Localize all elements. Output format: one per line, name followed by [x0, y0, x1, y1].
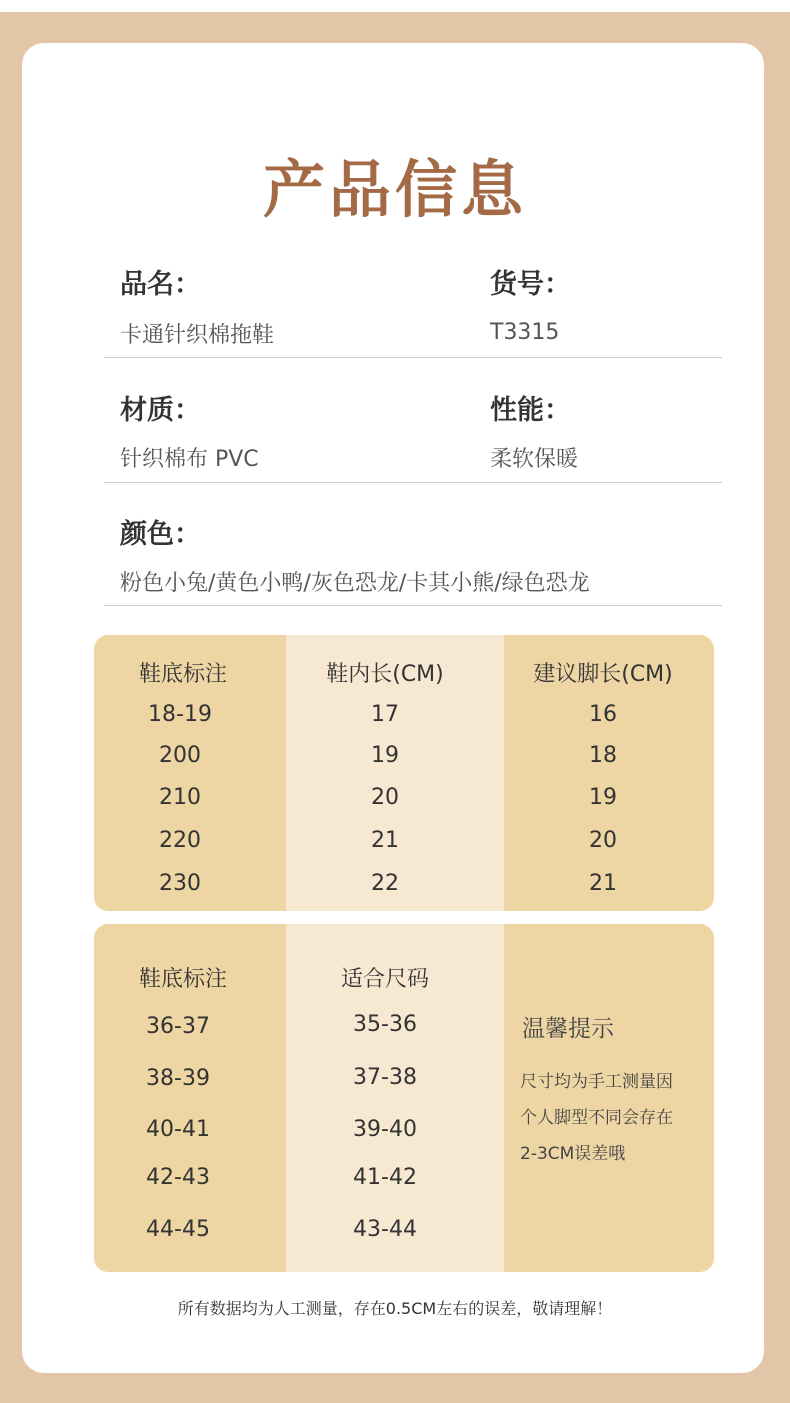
- table-cell: 20: [371, 785, 399, 810]
- color-label: 颜色：: [120, 519, 201, 550]
- page-title: 产品信息: [262, 153, 527, 226]
- table-cell: 230: [159, 871, 201, 896]
- tip-line: 个人脚型不同会存在: [520, 1108, 673, 1128]
- tip-line: 尺寸均为手工测量因: [520, 1072, 673, 1092]
- divider: [104, 482, 722, 483]
- table-header: 鞋底标注: [138, 967, 227, 992]
- table-cell: 42-43: [146, 1165, 210, 1190]
- table-cell: 21: [589, 871, 617, 896]
- table-cell: 38-39: [146, 1066, 210, 1091]
- table-header: 建议脚长(CM): [533, 662, 673, 687]
- feature-label: 性能：: [490, 395, 571, 426]
- table-header: 适合尺码: [340, 967, 429, 992]
- sku-label: 货号：: [490, 269, 571, 300]
- name-value: 卡通针织棉拖鞋: [120, 323, 275, 348]
- table-cell: 43-44: [353, 1217, 417, 1242]
- sku-value: T3315: [490, 320, 560, 345]
- table-cell: 41-42: [353, 1165, 417, 1190]
- table-cell: 36-37: [146, 1014, 210, 1039]
- table-cell: 39-40: [353, 1117, 417, 1142]
- divider: [104, 605, 722, 606]
- table-cell: 20: [589, 828, 617, 853]
- table-cell: 21: [371, 828, 399, 853]
- tip-line: 2-3CM误差哦: [520, 1144, 626, 1164]
- tip-text: [520, 1064, 705, 1172]
- table-cell: 37-38: [353, 1065, 417, 1090]
- table-cell: 200: [159, 743, 201, 768]
- table-cell: 19: [371, 743, 399, 768]
- tip-title: 温馨提示: [522, 1016, 614, 1042]
- footer-note: 所有数据均为人工测量，存在0.5CM左右的误差，敬请理解！: [177, 1299, 613, 1318]
- table-cell: 16: [589, 702, 617, 727]
- size-table-1: [94, 635, 714, 911]
- material-label: 材质：: [120, 395, 201, 426]
- table-cell: 35-36: [353, 1012, 417, 1037]
- table-cell: 40-41: [146, 1117, 210, 1142]
- table-header: 鞋底标注: [138, 662, 227, 687]
- color-value: 粉色小兔/黄色小鸭/灰色恐龙/卡其小熊/绿色恐龙: [120, 571, 590, 596]
- table-cell: 44-45: [146, 1217, 210, 1242]
- table-cell: 19: [589, 785, 617, 810]
- table-cell: 22: [371, 871, 399, 896]
- table-header: 鞋内长(CM): [326, 662, 444, 687]
- feature-value: 柔软保暖: [490, 447, 579, 472]
- table-cell: 210: [159, 785, 201, 810]
- size-table-2: [94, 924, 714, 1272]
- table-cell: 17: [371, 702, 399, 727]
- name-label: 品名：: [120, 269, 201, 300]
- table-cell: 220: [159, 828, 201, 853]
- table-cell: 18: [589, 743, 617, 768]
- divider: [104, 357, 722, 358]
- material-value: 针织棉布 PVC: [120, 447, 259, 472]
- table-cell: 18-19: [148, 702, 212, 727]
